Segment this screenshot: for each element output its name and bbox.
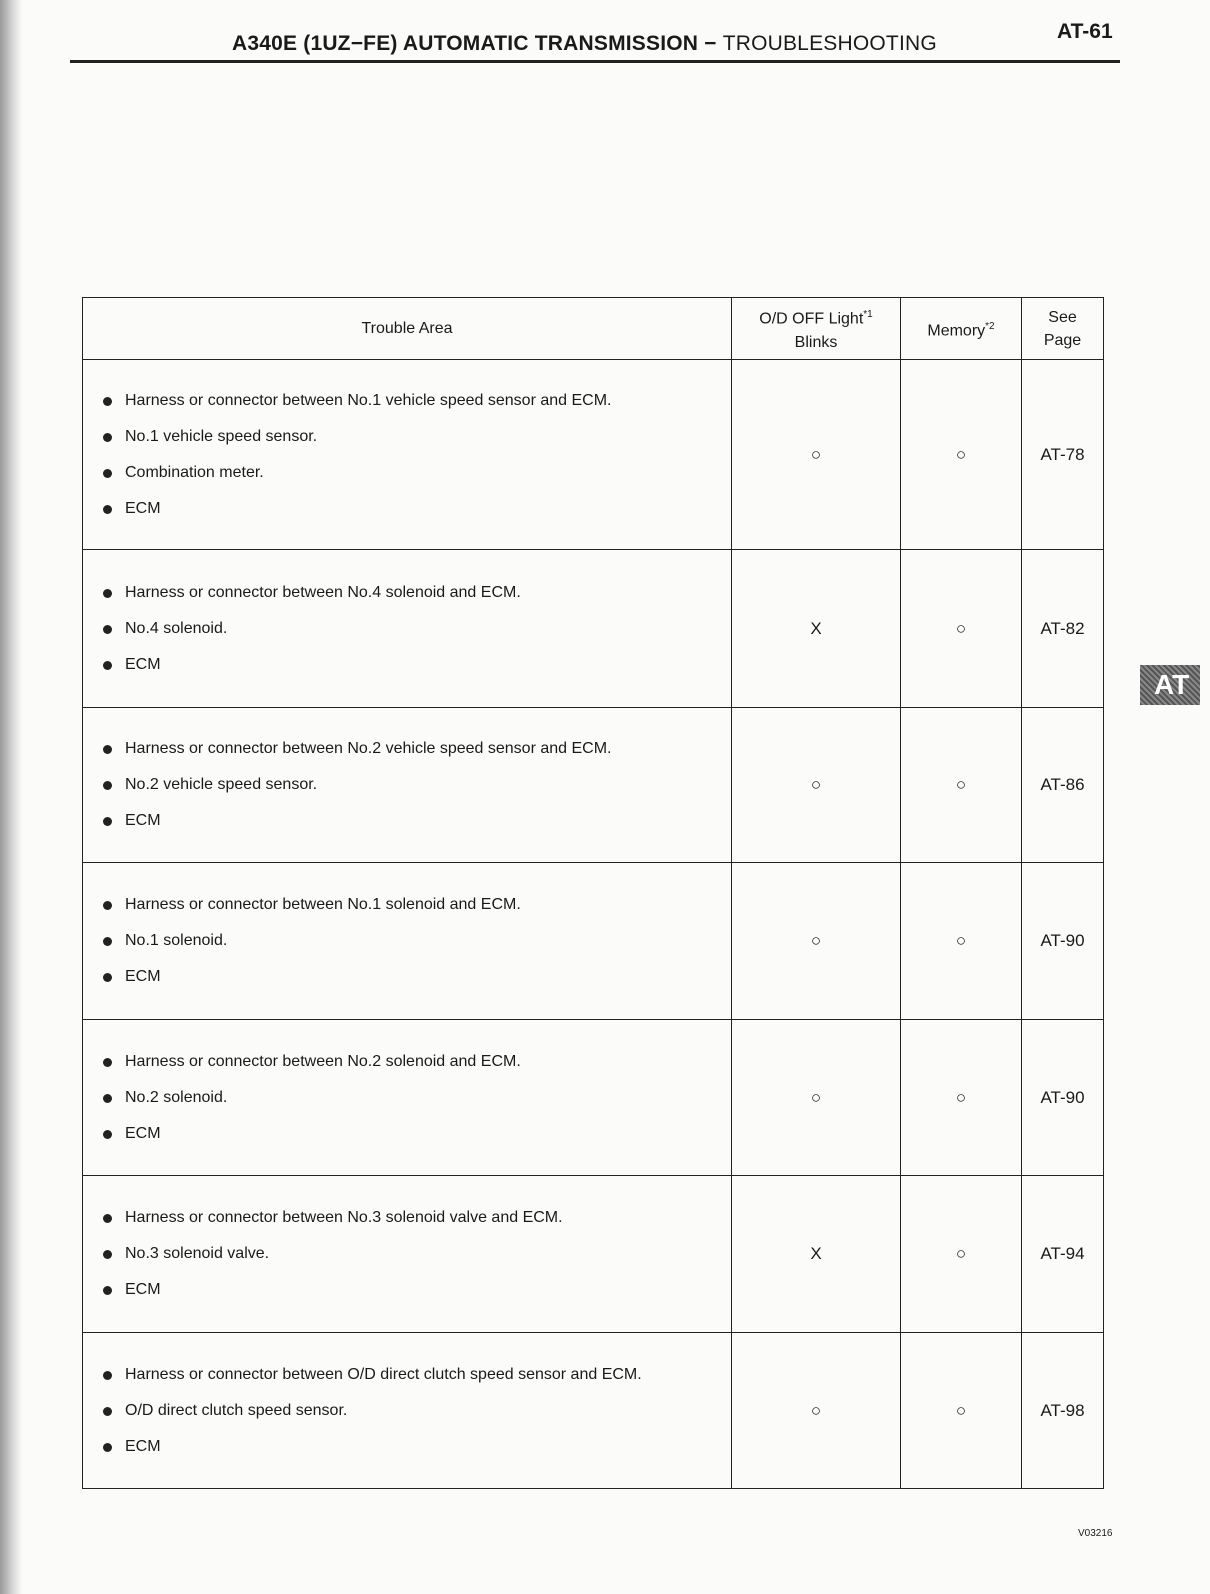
see-page-cell: AT-90 [1022, 863, 1104, 1020]
trouble-item: ECM [101, 803, 730, 839]
bullet-icon [103, 661, 112, 670]
section-tab-at: AT [1140, 665, 1200, 705]
bullet-icon [103, 1094, 112, 1103]
trouble-area-cell [83, 1020, 732, 1176]
table-row [83, 1020, 1104, 1176]
see-page-cell: AT-78 [1022, 360, 1104, 550]
trouble-item: No.3 solenoid valve. [101, 1236, 730, 1272]
blinks-cell: X [732, 550, 901, 708]
col-memory: Memory$^{*2}$ [901, 298, 1022, 360]
bullet-icon [103, 505, 112, 514]
col-see-page: See Page [1022, 298, 1104, 360]
bullet-icon [103, 1443, 112, 1452]
header-rule [70, 60, 1120, 63]
trouble-area-cell [83, 1176, 732, 1333]
trouble-item: Harness or connector between No.1 solenoid and ECM. [101, 887, 730, 923]
trouble-item: Harness or connector between No.3 solenoid valve and ECM. [101, 1200, 730, 1236]
memory-cell: ○ [901, 708, 1022, 863]
trouble-item: ECM [101, 491, 730, 527]
page-number: AT-61 [1057, 20, 1113, 43]
see-page-cell: AT-94 [1022, 1176, 1104, 1333]
trouble-item: O/D direct clutch speed sensor. [101, 1393, 730, 1429]
bullet-icon [103, 1214, 112, 1223]
see-page-cell: AT-86 [1022, 708, 1104, 863]
bullet-icon [103, 901, 112, 910]
memory-cell: ○ [901, 1176, 1022, 1333]
trouble-item: Harness or connector between No.2 vehicle speed sensor and ECM. [101, 731, 730, 767]
bullet-icon [103, 937, 112, 946]
table-row [83, 1176, 1104, 1333]
bullet-icon [103, 817, 112, 826]
bullet-icon [103, 1371, 112, 1380]
figure-code: V03216 [1078, 1528, 1113, 1539]
blinks-cell: ○ [732, 1020, 901, 1176]
col-trouble-area: Trouble Area [83, 298, 732, 360]
blinks-cell: ○ [732, 708, 901, 863]
trouble-item: ECM [101, 1116, 730, 1152]
page-title: A340E (1UZ−FE) AUTOMATIC TRANSMISSION − TROUBLESHOOTING [232, 32, 937, 55]
memory-cell: ○ [901, 1020, 1022, 1176]
see-page-cell: AT-98 [1022, 1333, 1104, 1489]
trouble-item: No.1 vehicle speed sensor. [101, 419, 730, 455]
trouble-area-cell [83, 863, 732, 1020]
trouble-item: No.1 solenoid. [101, 923, 730, 959]
col-od-off-light: O/D OFF Light$^{*1}$ Blinks [732, 298, 901, 360]
memory-cell: ○ [901, 360, 1022, 550]
bullet-icon [103, 973, 112, 982]
memory-cell: ○ [901, 550, 1022, 708]
blinks-cell: X [732, 1176, 901, 1333]
trouble-area-cell [83, 1333, 732, 1489]
trouble-item: No.4 solenoid. [101, 611, 730, 647]
bullet-icon [103, 1407, 112, 1416]
trouble-item: Harness or connector between No.1 vehicle speed sensor and ECM. [101, 383, 730, 419]
memory-cell: ○ [901, 1333, 1022, 1489]
bullet-icon [103, 397, 112, 406]
table-row [83, 550, 1104, 708]
bullet-icon [103, 1286, 112, 1295]
bullet-icon [103, 469, 112, 478]
trouble-item: Harness or connector between No.2 solenoid and ECM. [101, 1044, 730, 1080]
trouble-item: No.2 vehicle speed sensor. [101, 767, 730, 803]
bullet-icon [103, 589, 112, 598]
see-page-cell: AT-90 [1022, 1020, 1104, 1176]
trouble-item: ECM [101, 647, 730, 683]
bullet-icon [103, 745, 112, 754]
bullet-icon [103, 433, 112, 442]
trouble-item: No.2 solenoid. [101, 1080, 730, 1116]
trouble-area-cell [83, 708, 732, 863]
blinks-cell: ○ [732, 1333, 901, 1489]
trouble-item: Harness or connector between O/D direct clutch speed sensor and ECM. [101, 1357, 730, 1393]
table-row [83, 708, 1104, 863]
table-row [83, 1333, 1104, 1489]
blinks-cell: ○ [732, 360, 901, 550]
trouble-item: ECM [101, 1429, 730, 1465]
trouble-item: ECM [101, 959, 730, 995]
trouble-table [82, 297, 1104, 1489]
trouble-area-cell [83, 550, 732, 708]
see-page-cell: AT-82 [1022, 550, 1104, 708]
trouble-area-cell [83, 360, 732, 550]
table-row [83, 360, 1104, 550]
blinks-cell: ○ [732, 863, 901, 1020]
bullet-icon [103, 1058, 112, 1067]
table-row [83, 863, 1104, 1020]
trouble-item: Combination meter. [101, 455, 730, 491]
bullet-icon [103, 781, 112, 790]
trouble-item: ECM [101, 1272, 730, 1308]
trouble-item: Harness or connector between No.4 solenoid and ECM. [101, 575, 730, 611]
table-header-row [83, 298, 1104, 360]
bullet-icon [103, 1130, 112, 1139]
bullet-icon [103, 625, 112, 634]
page-edge-shadow [0, 0, 22, 1594]
memory-cell: ○ [901, 863, 1022, 1020]
bullet-icon [103, 1250, 112, 1259]
